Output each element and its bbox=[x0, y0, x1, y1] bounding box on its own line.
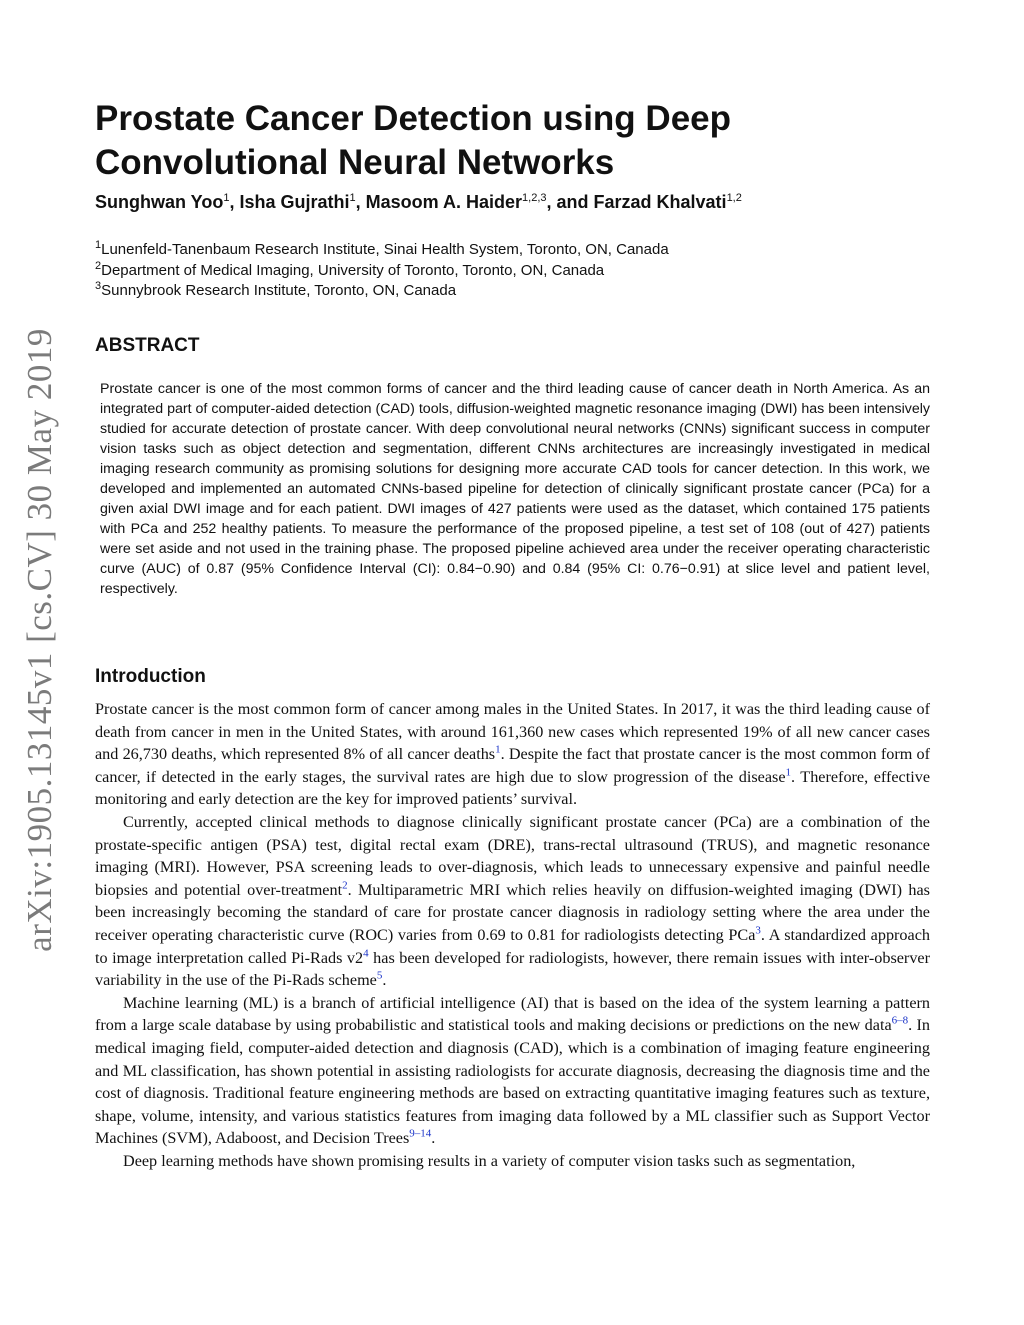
paper-title: Prostate Cancer Detection using Deep Convolutional Neural Networks bbox=[95, 99, 731, 182]
paragraph-text: . Multiparametric MRI which relies heavily on diffusion-weighted imaging (DWI) has been increasingly becoming the standard of care for prostate cancer diagnosis in radiology setting where the area under the receiver operating characteristic curve (ROC) varies from 0.69 to 0.81 for radiologists detecting PCa bbox=[95, 880, 930, 944]
paragraph-text: . Therefore, effective monitoring and early detection are the key for improved patients’ survival. bbox=[95, 767, 931, 809]
affiliation-line bbox=[95, 281, 955, 302]
paragraph-text: . In medical imaging field, computer-aided detection and diagnosis (CAD), which is a combination of imaging feature engineering and ML classification, has shown potential in assisting radiologists for accurate diagnosis, decreasing the diagnosis time and the cost of diagnosis. Traditional feature engineering methods are based on extracting quantitative imaging features such as texture, shape, volume, intensity, and various statistics features from imaging data followed by a ML classifier such as Support Vector Machines (SVM), Adaboost, and Decision Trees bbox=[95, 1016, 930, 1148]
author-name: Farzad Khalvati bbox=[593, 192, 727, 212]
paragraph-text: . bbox=[431, 1129, 436, 1148]
citation-link[interactable]: 4 bbox=[363, 947, 369, 960]
citation-link[interactable]: 3 bbox=[755, 924, 761, 937]
introduction-paragraph bbox=[95, 992, 930, 1150]
citation-link[interactable]: 9–14 bbox=[409, 1127, 432, 1140]
abstract-heading: ABSTRACT bbox=[95, 335, 200, 356]
author-separator: , bbox=[229, 192, 240, 212]
introduction-paragraph bbox=[95, 1150, 930, 1173]
author-separator: , and bbox=[546, 192, 594, 212]
paragraph-text: . A standardized approach to image interpretation called Pi-Rads v2 bbox=[95, 925, 930, 967]
introduction-paragraph bbox=[95, 698, 930, 811]
paragraph-text: Prostate cancer is the most common form of cancer among males in the United States. In 2017, it was the third leading cause of death from cancer in men in the United States, with around 161,360 new cases which represented 19% of all new cancer cases and 26,730 deaths, which represented 8% of all cancer deaths bbox=[95, 700, 930, 764]
citation-link[interactable]: 1 bbox=[495, 743, 501, 756]
paragraph-text: Currently, accepted clinical methods to diagnose clinically significant prostate cancer (PCa) are a combination of the prostate-specific antigen (PSA) test, digital rectal exam (DRE), trans-rectal ultrasound (TRUS), and magnetic resonance imaging (MRI). However, PSA screening leads to over-diagnosis, which leads to unnecessary expensive and painful needle biopsies and potential over-treatment bbox=[95, 812, 930, 899]
affiliation-number: 1 bbox=[95, 239, 102, 251]
citation-link[interactable]: 2 bbox=[342, 879, 348, 892]
arxiv-stamp: arXiv:1905.13145v1 [cs.CV] 30 May 2019 bbox=[20, 328, 59, 952]
affiliation-line bbox=[95, 261, 955, 282]
paragraph-text: Machine learning (ML) is a branch of artificial intelligence (AI) that is based on the idea of the system learning a pattern from a large scale database by using probabilistic and statistical tools and making decisions or predictions on the new data bbox=[95, 993, 930, 1035]
affiliation-number: 2 bbox=[95, 259, 102, 272]
affiliation-text: Sunnybrook Research Institute, Toronto, ON, Canada bbox=[101, 282, 457, 299]
introduction-paragraph bbox=[95, 811, 930, 992]
author-affiliation-mark: 1,2,3 bbox=[522, 192, 547, 204]
author-list bbox=[95, 190, 975, 214]
citation-link[interactable]: 1 bbox=[785, 766, 792, 779]
introduction-heading: Introduction bbox=[95, 666, 206, 687]
paragraph-text: Deep learning methods have shown promising results in a variety of computer vision tasks such as segmentation, bbox=[123, 1151, 856, 1170]
abstract-text: Prostate cancer is one of the most common forms of cancer and the third leading cause of cancer death in North America. As an integrated part of computer-aided detection (CAD) tools, diffusion-weighted magnetic resonance imaging (DWI) has been intensively studied for accurate detection of prostate cancer. With deep convolutional neural networks (CNNs) significant success in computer vision tasks such as object detection and segmentation, different CNNs architectures are increasingly investigated in medical imaging research community as promising solutions for designing more accurate CAD tools for cancer detection. In this work, we developed and implemented an automated CNNs-based pipeline for detection of clinically significant prostate cancer (PCa) for a given axial DWI image and for each patient. DWI images of 427 patients were used as the dataset, which contained 175 patients with PCa and 252 healthy patients. To measure the performance of the proposed pipeline, a test set of 108 (out of 427) patients were set aside and not used in the training phase. The proposed pipeline achieved area under the receiver operating characteristic curve (AUC) of 0.87 (95% Confidence Interval (CI): 0.84−0.90) and 0.84 (95% CI: 0.76−0.91) at slice level and patient level, respectively. bbox=[100, 381, 930, 597]
paragraph-text: . Despite the fact that prostate cancer is the most common form of cancer, if detected in the early stages, the survival rates are high due to slow progression of the disease bbox=[95, 745, 930, 786]
affiliation-text: Department of Medical Imaging, University of Toronto, Toronto, ON, Canada bbox=[101, 261, 605, 279]
affiliation-text: Lunenfeld-Tanenbaum Research Institute, Sinai Health System, Toronto, ON, Canada bbox=[101, 241, 669, 258]
citation-link[interactable]: 5 bbox=[376, 969, 383, 982]
introduction-body bbox=[95, 698, 930, 1172]
author-name: Masoom A. Haider bbox=[365, 192, 523, 212]
citation-link[interactable]: 6–8 bbox=[891, 1014, 909, 1027]
author-name: Sunghwan Yoo bbox=[95, 192, 224, 212]
paragraph-text: . bbox=[382, 971, 387, 990]
author-affiliation-mark: 1,2 bbox=[726, 192, 742, 204]
affiliation-number: 3 bbox=[95, 280, 102, 292]
author-affiliation-mark: 1 bbox=[349, 192, 356, 204]
affiliation-line bbox=[95, 240, 955, 261]
author-affiliation-mark: 1 bbox=[223, 192, 230, 204]
author-name: Isha Gujrathi bbox=[239, 192, 350, 212]
affiliation-list bbox=[95, 240, 955, 302]
author-separator: , bbox=[355, 192, 366, 212]
paragraph-text: has been developed for radiologists, however, there remain issues with inter-observer variability in the use of the Pi-Rads scheme bbox=[95, 948, 930, 990]
